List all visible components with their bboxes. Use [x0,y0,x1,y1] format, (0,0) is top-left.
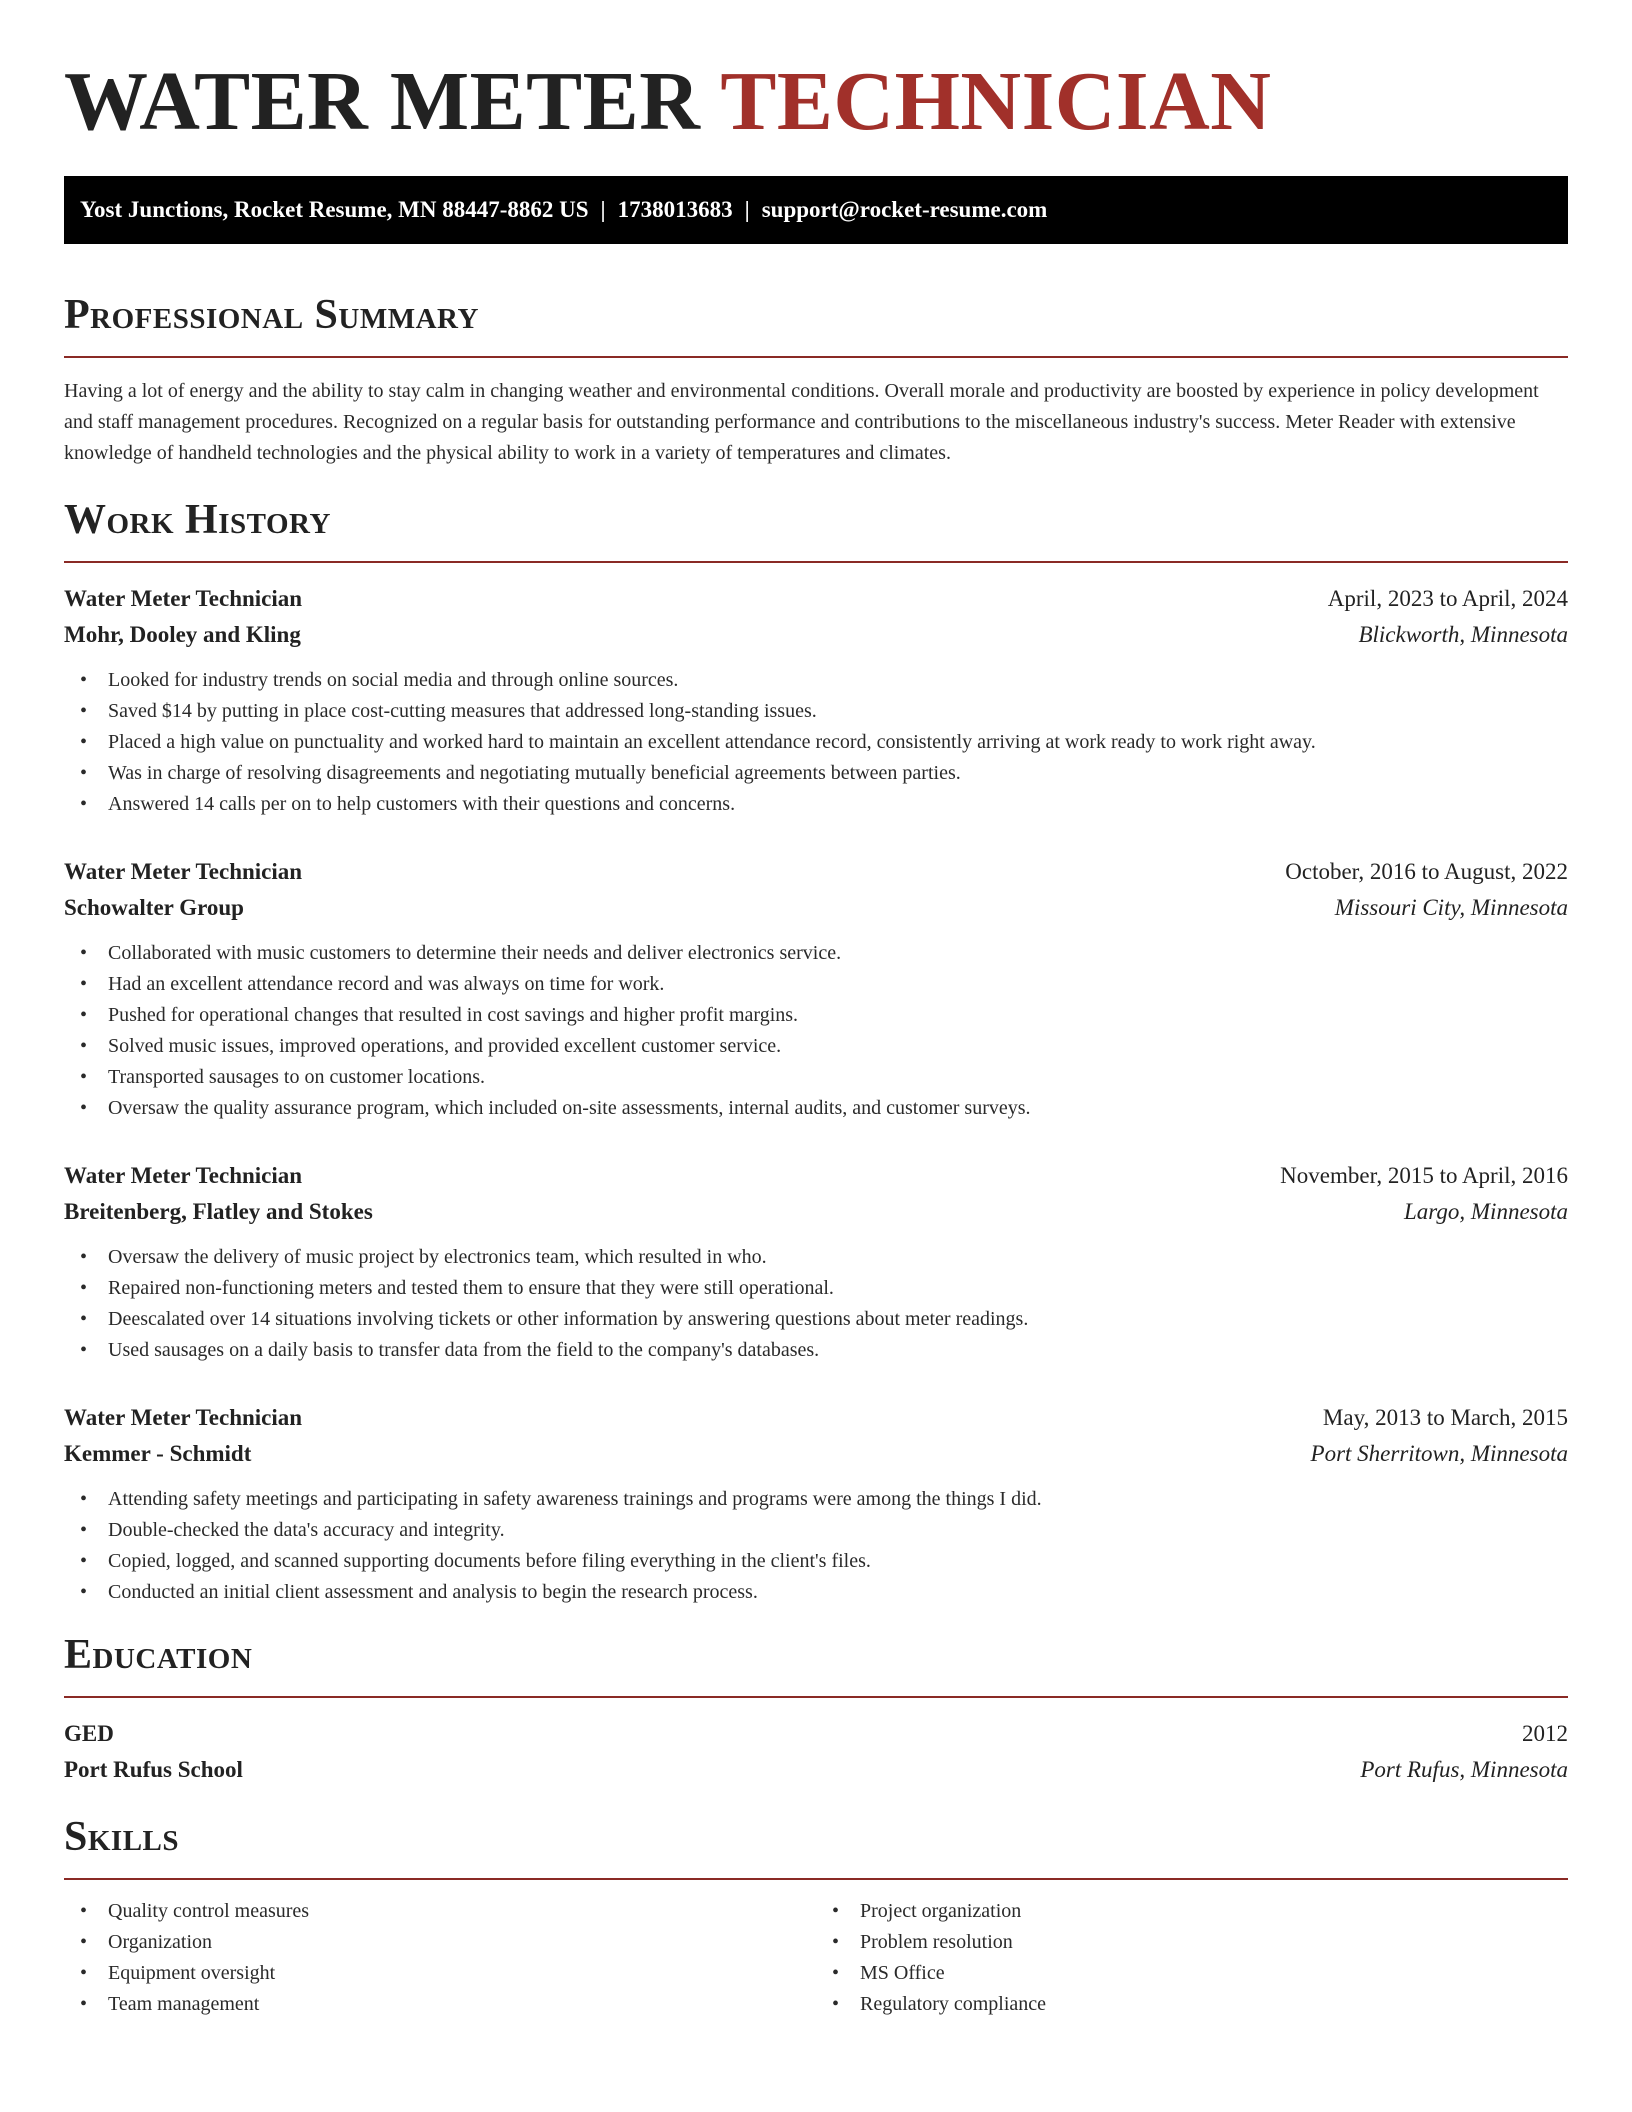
bullet-icon: • [80,1900,88,1922]
job-header [64,1158,1568,1194]
bullet-text: Looked for industry trends on social media and through online sources. [108,669,679,691]
job-company: Breitenberg, Flatley and Stokes [64,1199,373,1224]
bullet-icon: • [832,1993,840,2015]
bullet-icon: • [80,669,88,691]
job-subheader [64,617,1568,653]
bullet-text: Solved music issues, improved operations, and provided excellent customer service. [108,1035,782,1057]
bullet-icon: • [80,1488,88,1510]
job-subheader [64,890,1568,926]
list-item [64,1896,816,1927]
education-heading: Education [64,1632,253,1678]
job-bullets [64,1484,1568,1608]
bullet-text: Copied, logged, and scanned supporting documents before filing everything in the client's files. [108,1550,871,1572]
bullet-icon: • [80,1035,88,1057]
job-dates: April, 2023 to April, 2024 [1327,586,1568,611]
list-item [64,1304,1568,1335]
bullet-icon: • [80,700,88,722]
list-item [64,789,1568,820]
education-degree: GED [64,1721,114,1746]
bullet-text: Attending safety meetings and participating in safety awareness trainings and programs were among the things I did. [108,1488,1042,1510]
list-item [64,1062,1568,1093]
contact-separator: | [600,197,606,222]
summary-heading: Professional Summary [64,292,479,338]
bullet-icon: • [832,1931,840,1953]
list-item [64,1958,816,1989]
bullet-icon: • [80,1308,88,1330]
job-bullets [64,1242,1568,1366]
bullet-icon: • [80,793,88,815]
list-item [816,1927,1568,1958]
list-item [64,1242,1568,1273]
bullet-icon: • [80,731,88,753]
job-entry [64,581,1568,820]
skills-grid [64,1896,1568,2020]
bullet-icon: • [832,1900,840,1922]
skill-text: Equipment oversight [108,1962,276,1984]
bullet-icon: • [80,1550,88,1572]
job-header [64,581,1568,617]
education-year: 2012 [1522,1721,1568,1746]
bullet-text: Answered 14 calls per on to help customers with their questions and concerns. [108,793,736,815]
bullet-text: Double-checked the data's accuracy and integrity. [108,1519,505,1541]
bullet-icon: • [80,1931,88,1953]
bullet-icon: • [80,1993,88,2015]
job-location: Port Sherritown, Minnesota [1310,1441,1568,1466]
list-item [64,758,1568,789]
summary-text: Having a lot of energy and the ability to stay calm in changing weather and environmental conditions. Overall morale and productivity are boosted by experience in policy development and staff management procedures. Recognized on a regular basis for outstanding performance and contributions to the miscellaneous industry's success. Meter Reader with extensive knowledge of handheld technologies and the physical ability to work in a variety of temperatures and climates. [64,380,1539,464]
skill-text: Organization [108,1931,213,1953]
bullet-text: Was in charge of resolving disagreements and negotiating mutually beneficial agreements between parties. [108,762,961,784]
list-item [64,969,1568,1000]
education-subheader [64,1752,1568,1788]
job-location: Largo, Minnesota [1404,1199,1568,1224]
section-divider [64,1878,1568,1880]
list-item [64,1093,1568,1124]
title-first: WATER METER [64,55,701,148]
job-dates: May, 2013 to March, 2015 [1322,1405,1568,1430]
bullet-text: Transported sausages to on customer locations. [108,1066,485,1088]
title-last: TECHNICIAN [720,55,1272,148]
list-item [64,1927,816,1958]
list-item [64,938,1568,969]
bullet-text: Saved $14 by putting in place cost-cutting measures that addressed long-standing issues. [108,700,817,722]
job-company: Mohr, Dooley and Kling [64,622,301,647]
bullet-icon: • [80,1962,88,1984]
education-school: Port Rufus School [64,1757,243,1782]
skills-column-left [64,1896,816,2020]
list-item [64,1515,1568,1546]
list-item [816,1958,1568,1989]
job-bullets [64,938,1568,1124]
bullet-icon: • [80,1066,88,1088]
bullet-icon: • [80,973,88,995]
contact-bar [64,176,1568,244]
skill-text: Regulatory compliance [860,1993,1047,2015]
job-company: Schowalter Group [64,895,244,920]
bullet-icon: • [80,1004,88,1026]
bullet-icon: • [80,1097,88,1119]
list-item [64,665,1568,696]
bullet-text: Oversaw the delivery of music project by electronics team, which resulted in who. [108,1246,767,1268]
list-item [64,1273,1568,1304]
job-entry [64,1158,1568,1366]
job-subheader [64,1436,1568,1472]
education-location: Port Rufus, Minnesota [1360,1757,1568,1782]
job-location: Missouri City, Minnesota [1334,895,1568,920]
job-header [64,854,1568,890]
bullet-icon: • [80,1519,88,1541]
job-dates: November, 2015 to April, 2016 [1280,1163,1568,1188]
skill-text: Team management [108,1993,260,2015]
skill-text: Project organization [860,1900,1022,1922]
bullet-text: Repaired non-functioning meters and tested them to ensure that they were still operational. [108,1277,834,1299]
bullet-icon: • [832,1962,840,1984]
bullet-icon: • [80,1581,88,1603]
list-item [816,1896,1568,1927]
bullet-icon: • [80,1277,88,1299]
bullet-icon: • [80,1246,88,1268]
contact-email[interactable]: support@rocket-resume.com [761,197,1048,222]
bullet-text: Had an excellent attendance record and was always on time for work. [108,973,665,995]
job-title: Water Meter Technician [64,586,303,611]
list-item [64,1989,816,2020]
section-divider [64,356,1568,358]
bullet-text: Placed a high value on punctuality and worked hard to maintain an excellent attendance record, consistently arriving at work ready to work right away. [108,731,1316,753]
skill-text: MS Office [860,1962,945,1984]
list-item [64,1484,1568,1515]
job-subheader [64,1194,1568,1230]
section-divider [64,1696,1568,1698]
education-header [64,1716,1568,1752]
bullet-icon: • [80,942,88,964]
job-location: Blickworth, Minnesota [1358,622,1568,647]
skill-text: Quality control measures [108,1900,310,1922]
list-item [64,1546,1568,1577]
bullet-text: Conducted an initial client assessment and analysis to begin the research process. [108,1581,758,1603]
list-item [64,696,1568,727]
list-item [64,1000,1568,1031]
job-title: Water Meter Technician [64,859,303,884]
page-title [64,0,1568,146]
job-entry [64,854,1568,1124]
skills-heading: Skills [64,1814,180,1860]
bullet-icon: • [80,1339,88,1361]
list-item [816,1989,1568,2020]
job-title: Water Meter Technician [64,1163,303,1188]
list-item [64,1577,1568,1608]
job-company: Kemmer - Schmidt [64,1441,252,1466]
work-history-heading: Work History [64,497,331,543]
job-entry [64,1400,1568,1608]
bullet-text: Pushed for operational changes that resulted in cost savings and higher profit margins. [108,1004,799,1026]
bullet-text: Oversaw the quality assurance program, which included on-site assessments, internal audits, and customer surveys. [108,1097,1031,1119]
contact-phone[interactable]: 1738013683 [617,197,733,222]
contact-address: Yost Junctions, Rocket Resume, MN 88447-8862 US [80,197,589,222]
bullet-icon: • [80,762,88,784]
section-divider [64,561,1568,563]
job-dates: October, 2016 to August, 2022 [1285,859,1568,884]
bullet-text: Collaborated with music customers to determine their needs and deliver electronics service. [108,942,842,964]
list-item [64,727,1568,758]
job-bullets [64,665,1568,820]
bullet-text: Deescalated over 14 situations involving tickets or other information by answering questions about meter readings. [108,1308,1029,1330]
job-header [64,1400,1568,1436]
bullet-text: Used sausages on a daily basis to transfer data from the field to the company's databases. [108,1339,820,1361]
list-item [64,1031,1568,1062]
contact-separator: | [744,197,750,222]
list-item [64,1335,1568,1366]
skill-text: Problem resolution [860,1931,1013,1953]
skills-column-right [816,1896,1568,2020]
education-entry [64,1716,1568,1788]
job-title: Water Meter Technician [64,1405,303,1430]
